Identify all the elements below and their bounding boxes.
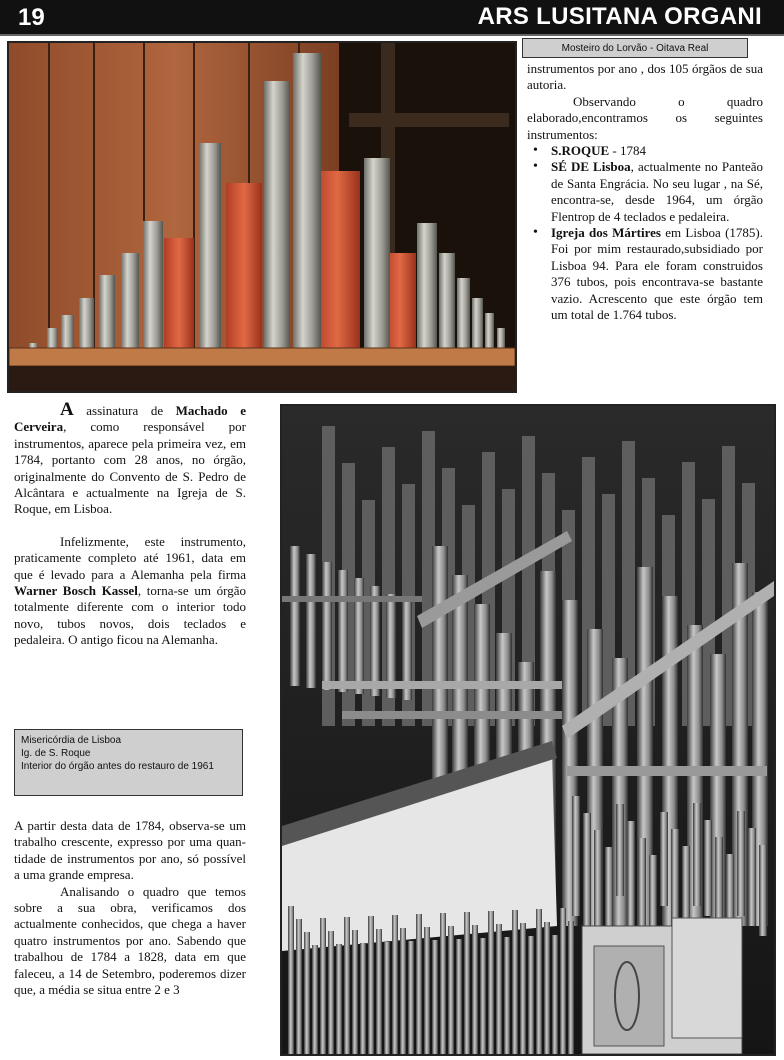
list-item: • Igreja dos Mártires em Lisboa (1785). Foi por mim restaurado,subsidiado por Lisboa 94. Para ele foram construidos 376 tubos, pois encontrava-se bastante vazio. Acrescento que este órgão tem um total de 1.764 tubos. <box>551 225 763 323</box>
page-header <box>0 0 784 36</box>
paragraph: A assinatura de Machado e Cerveira, como responsável por instrumentos, aparece pela primeira vez, em 1784, portanto com 28 anos, no órgão, originalmente do Convento de S. Pedro de Alcântara e actualmente na Igreja de S. Roque, em Lisboa. <box>14 399 246 517</box>
paragraph: Infelizmente, este instrumento, praticamente completo até 1961, data em que é levado para a Alemanha pela firma Warner Bosch Kassel, torna-se um órgão totalmente diferente com o interior todo novo, tubos novos, dois teclados e pedaleira. O antigo ficou na Alemanha. <box>14 533 246 648</box>
instrument-name: Igreja dos Mártires <box>551 225 661 241</box>
page-number: 19 <box>18 4 45 31</box>
right-column-text <box>527 61 763 324</box>
instrument-name: SÉ DE Lisboa <box>551 159 631 175</box>
photo-organ-interior-sao-roque <box>280 404 776 1056</box>
list-item: • SÉ DE Lisboa, actualmente no Panteão de Santa Engrácia. No seu lugar , na Sé, encontra-se, desde 1964, um órgão Flentrop de 4 teclados e pedaleira. <box>551 159 763 225</box>
instrument-name: S.ROQUE <box>551 143 610 159</box>
caption-sao-roque: Misericórdia de Lisboa Ig. de S. Roque Interior do órgão antes do restauro de 1961 <box>14 729 243 796</box>
left-column-text-continued <box>14 818 246 998</box>
paragraph: instrumentos por ano , dos 105 órgãos de sua autoria. <box>527 61 763 93</box>
list-item: • S.ROQUE - 1784 <box>551 143 763 159</box>
instrument-list <box>527 143 763 323</box>
paragraph: Observando o quadro elaborado,encontramos os seguintes instrumentos: <box>527 93 763 142</box>
caption-lorvao: Mosteiro do Lorvão - Oitava Real <box>522 38 748 58</box>
paragraph: A partir desta data de 1784, observa-se um trabalho crescente, expresso por uma quan-tidade de instrumentos por ano, só possível a uma grande empresa. <box>14 818 246 883</box>
paragraph: Analisando o quadro que temos sobre a sua obra, verificamos dos actualmente conhecidos, que chega a haver quatro instrumentos por ano. Sabendo que trabalhou de 1784 a 1828, data em que faleceu, a 14 de Setembro, poderemos dizer que, a média se situa entre 2 e 3 <box>14 883 246 998</box>
journal-title: ARS LUSITANA ORGANI <box>477 3 762 30</box>
left-column-text <box>14 399 246 649</box>
drop-cap: A <box>60 399 74 420</box>
photo-organ-pipes-lorvao <box>7 41 517 393</box>
